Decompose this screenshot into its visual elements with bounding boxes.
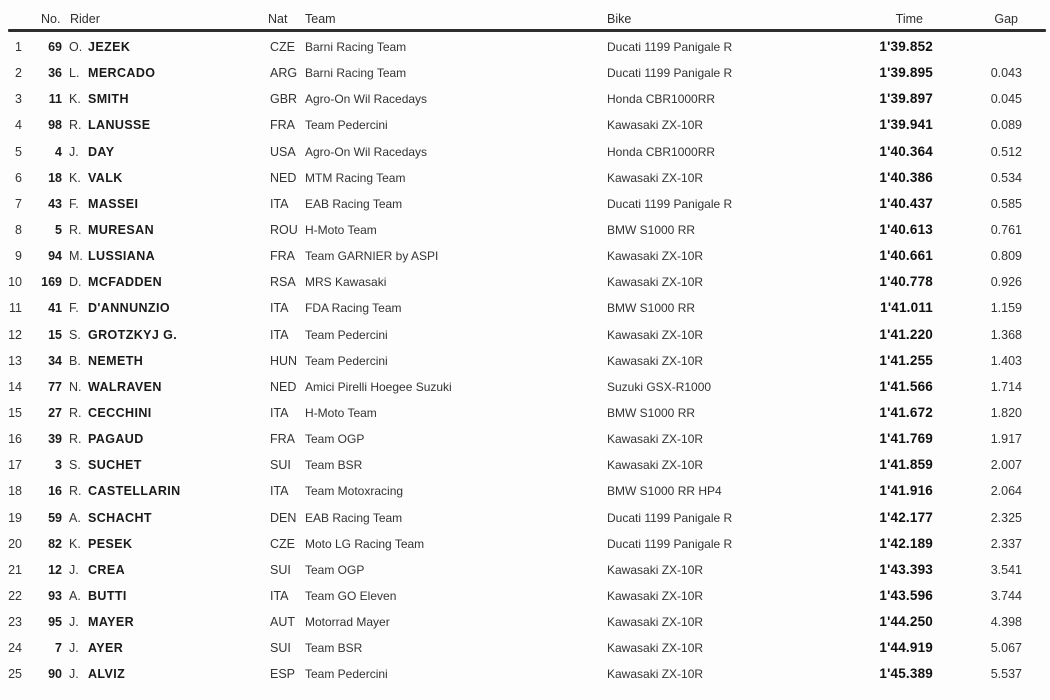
bike-number-cell: 3 xyxy=(55,458,62,473)
rider-initial: R. xyxy=(69,432,82,447)
rider-initial: N. xyxy=(69,379,82,394)
position-cell: 15 xyxy=(8,405,22,420)
rider-cell xyxy=(69,635,123,661)
position-cell: 18 xyxy=(8,484,22,499)
nationality-cell: CZE xyxy=(270,40,295,54)
position-cell: 21 xyxy=(8,562,22,577)
bike-number-cell: 82 xyxy=(48,536,62,551)
nationality-cell: NED xyxy=(270,170,297,185)
time-cell: 1'41.672 xyxy=(879,404,933,420)
rider-surname: NEMETH xyxy=(88,353,144,368)
rider-initial: F. xyxy=(69,301,79,316)
bike-number-cell: 16 xyxy=(48,484,62,499)
rider-initial: A. xyxy=(69,588,81,603)
rider-surname: SCHACHT xyxy=(88,510,152,525)
gap-cell: 1.159 xyxy=(990,301,1022,316)
bike-cell: Kawasaki ZX-10R xyxy=(607,667,704,682)
table-body xyxy=(0,34,1050,688)
bike-cell: Honda CBR1000RR xyxy=(607,92,716,107)
bike-cell: BMW S1000 RR xyxy=(607,405,696,420)
team-cell: Team Pedercini xyxy=(305,118,388,133)
table-row xyxy=(0,609,1050,635)
team-cell: FDA Racing Team xyxy=(305,301,402,316)
gap-cell: 0.809 xyxy=(990,249,1022,264)
position-cell: 24 xyxy=(8,641,22,656)
table-row xyxy=(0,374,1050,400)
bike-cell: Kawasaki ZX-10R xyxy=(607,275,704,290)
header-nat: Nat xyxy=(268,12,288,26)
time-cell: 1'42.177 xyxy=(879,509,933,525)
gap-cell: 0.585 xyxy=(990,196,1022,211)
rider-initial: M. xyxy=(69,249,83,264)
nationality-cell: AUT xyxy=(270,615,295,630)
team-cell: Team BSR xyxy=(305,458,363,473)
time-cell: 1'41.566 xyxy=(879,378,933,394)
time-cell: 1'39.897 xyxy=(879,91,933,107)
table-row xyxy=(0,165,1050,191)
gap-cell: 1.917 xyxy=(990,432,1022,447)
team-cell: Agro-On Wil Racedays xyxy=(305,144,428,159)
rider-initial: L. xyxy=(69,66,80,81)
table-row xyxy=(0,139,1050,165)
rider-initial: J. xyxy=(69,641,79,656)
table-row xyxy=(0,269,1050,295)
rider-cell xyxy=(69,348,143,374)
time-cell: 1'40.386 xyxy=(879,169,933,185)
time-cell: 1'44.250 xyxy=(879,614,933,630)
bike-number-cell: 15 xyxy=(48,327,62,342)
rider-surname: AYER xyxy=(88,641,124,656)
rider-initial: D. xyxy=(69,275,82,290)
time-cell: 1'41.769 xyxy=(879,431,933,447)
time-cell: 1'43.596 xyxy=(879,587,933,603)
bike-number-cell: 27 xyxy=(48,405,62,420)
rider-surname: LANUSSE xyxy=(88,118,151,133)
rider-cell xyxy=(69,112,151,138)
rider-cell xyxy=(69,269,162,295)
gap-cell: 2.064 xyxy=(990,484,1022,499)
position-cell: 22 xyxy=(8,588,22,603)
position-cell: 20 xyxy=(8,536,22,551)
nationality-cell: ITA xyxy=(270,301,289,316)
rider-cell xyxy=(69,478,181,504)
rider-initial: K. xyxy=(69,170,81,185)
nationality-cell: ROU xyxy=(270,222,298,237)
time-cell: 1'45.389 xyxy=(879,666,933,682)
rider-surname: SMITH xyxy=(88,92,129,107)
table-row xyxy=(0,400,1050,426)
bike-number-cell: 59 xyxy=(48,510,62,525)
rider-cell xyxy=(69,505,152,531)
rider-initial: A. xyxy=(69,510,81,525)
position-cell: 3 xyxy=(15,92,22,107)
header-bike: Bike xyxy=(607,12,632,26)
team-cell: H-Moto Team xyxy=(305,222,377,237)
time-cell: 1'39.941 xyxy=(879,117,933,133)
rider-surname: DAY xyxy=(88,144,115,159)
rider-cell xyxy=(69,400,152,426)
header-team: Team xyxy=(305,12,336,26)
gap-cell: 2.337 xyxy=(990,536,1022,551)
rider-surname: VALK xyxy=(88,170,123,185)
position-cell: 8 xyxy=(15,222,22,237)
bike-cell: Kawasaki ZX-10R xyxy=(607,432,704,447)
time-cell: 1'40.437 xyxy=(879,195,933,211)
bike-cell: BMW S1000 RR HP4 xyxy=(607,484,722,499)
rider-surname: PAGAUD xyxy=(88,432,144,447)
nationality-cell: GBR xyxy=(270,92,298,107)
rider-cell xyxy=(69,583,127,609)
position-cell: 13 xyxy=(8,353,22,368)
bike-cell: Honda CBR1000RR xyxy=(607,144,716,159)
nationality-cell: ITA xyxy=(270,405,289,420)
nationality-cell: SUI xyxy=(270,458,291,473)
bike-number-cell: 169 xyxy=(41,275,62,290)
team-cell: EAB Racing Team xyxy=(305,510,403,525)
nationality-cell: CZE xyxy=(270,536,295,551)
rider-surname: CECCHINI xyxy=(88,405,152,420)
rider-surname: MCFADDEN xyxy=(88,275,163,290)
team-cell: Agro-On Wil Racedays xyxy=(305,92,428,107)
table-row xyxy=(0,60,1050,86)
table-header xyxy=(0,8,1050,30)
rider-cell xyxy=(69,34,130,60)
time-cell: 1'40.364 xyxy=(879,143,933,159)
gap-cell: 0.761 xyxy=(990,222,1022,237)
position-cell: 6 xyxy=(15,170,22,185)
team-cell: EAB Racing Team xyxy=(305,196,403,211)
nationality-cell: SUI xyxy=(270,641,291,656)
table-row xyxy=(0,661,1050,687)
bike-cell: BMW S1000 RR xyxy=(607,301,696,316)
rider-cell xyxy=(69,139,114,165)
table-row xyxy=(0,478,1050,504)
bike-number-cell: 39 xyxy=(48,432,62,447)
bike-cell: Kawasaki ZX-10R xyxy=(607,118,704,133)
bike-cell: Suzuki GSX-R1000 xyxy=(607,379,712,394)
nationality-cell: NED xyxy=(270,379,297,394)
bike-cell: Ducati 1199 Panigale R xyxy=(607,510,733,525)
rider-surname: GROTZKYJ G. xyxy=(88,327,178,342)
bike-number-cell: 90 xyxy=(48,667,62,682)
table-row xyxy=(0,86,1050,112)
table-row xyxy=(0,322,1050,348)
team-cell: H-Moto Team xyxy=(305,405,377,420)
position-cell: 14 xyxy=(8,379,22,394)
table-row xyxy=(0,426,1050,452)
position-cell: 17 xyxy=(8,458,22,473)
position-cell: 10 xyxy=(8,275,22,290)
table-row xyxy=(0,635,1050,661)
team-cell: Team GARNIER by ASPI xyxy=(305,249,439,264)
bike-cell: Kawasaki ZX-10R xyxy=(607,615,704,630)
table-row xyxy=(0,243,1050,269)
gap-cell: 0.043 xyxy=(990,66,1022,81)
time-cell: 1'41.255 xyxy=(879,352,933,368)
nationality-cell: FRA xyxy=(270,249,295,264)
time-cell: 1'44.919 xyxy=(879,640,933,656)
table-row xyxy=(0,348,1050,374)
position-cell: 25 xyxy=(8,667,22,682)
team-cell: Team OGP xyxy=(305,562,365,577)
gap-cell: 3.541 xyxy=(990,562,1022,577)
rider-initial: J. xyxy=(69,667,79,682)
gap-cell: 5.067 xyxy=(990,641,1022,656)
team-cell: Amici Pirelli Hoegee Suzuki xyxy=(305,379,452,394)
bike-number-cell: 7 xyxy=(55,641,62,656)
rider-surname: SUCHET xyxy=(88,458,142,473)
gap-cell: 1.820 xyxy=(990,405,1022,420)
nationality-cell: ESP xyxy=(270,667,296,682)
rider-cell xyxy=(69,165,123,191)
team-cell: Team BSR xyxy=(305,641,363,656)
rider-cell xyxy=(69,191,138,217)
bike-cell: Ducati 1199 Panigale R xyxy=(607,536,733,551)
team-cell: Motorrad Mayer xyxy=(305,615,390,630)
rider-surname: ALVIZ xyxy=(88,667,126,682)
position-cell: 4 xyxy=(15,118,22,133)
bike-number-cell: 36 xyxy=(48,66,62,81)
gap-cell: 5.537 xyxy=(990,667,1022,682)
rider-surname: CASTELLARIN xyxy=(88,484,181,499)
time-cell: 1'43.393 xyxy=(879,561,933,577)
rider-initial: S. xyxy=(69,458,81,473)
bike-number-cell: 11 xyxy=(48,92,62,107)
rider-cell xyxy=(69,661,125,687)
gap-cell: 0.089 xyxy=(990,118,1022,133)
position-cell: 11 xyxy=(9,301,22,316)
header-no: No. xyxy=(41,12,61,26)
rider-cell xyxy=(69,452,142,478)
bike-number-cell: 98 xyxy=(48,118,62,133)
time-cell: 1'41.859 xyxy=(879,457,933,473)
header-gap: Gap xyxy=(994,12,1018,26)
rider-cell xyxy=(69,426,144,452)
table-row xyxy=(0,295,1050,321)
bike-cell: Ducati 1199 Panigale R xyxy=(607,66,733,81)
gap-cell: 1.714 xyxy=(990,379,1022,394)
bike-cell: Kawasaki ZX-10R xyxy=(607,588,704,603)
rider-surname: JEZEK xyxy=(88,40,131,54)
bike-number-cell: 41 xyxy=(48,301,62,316)
rider-initial: J. xyxy=(69,615,79,630)
bike-number-cell: 12 xyxy=(48,562,62,577)
gap-cell: 1.368 xyxy=(990,327,1022,342)
rider-surname: LUSSIANA xyxy=(88,249,156,264)
team-cell: Team Pedercini xyxy=(305,353,388,368)
rider-cell xyxy=(69,295,170,321)
team-cell: Team Motoxracing xyxy=(305,484,404,499)
rider-initial: R. xyxy=(69,484,82,499)
rider-cell xyxy=(69,322,177,348)
nationality-cell: ITA xyxy=(270,196,289,211)
rider-initial: R. xyxy=(69,222,82,237)
table-row xyxy=(0,217,1050,243)
team-cell: Team Pedercini xyxy=(305,667,388,682)
position-cell: 5 xyxy=(15,144,22,159)
nationality-cell: ITA xyxy=(270,484,289,499)
nationality-cell: DEN xyxy=(270,510,297,525)
bike-number-cell: 5 xyxy=(55,222,62,237)
bike-number-cell: 95 xyxy=(48,615,62,630)
time-cell: 1'41.220 xyxy=(879,326,933,342)
nationality-cell: ARG xyxy=(270,66,298,81)
team-cell: MRS Kawasaki xyxy=(305,275,387,290)
position-cell: 23 xyxy=(8,615,22,630)
table-row xyxy=(0,191,1050,217)
rider-initial: J. xyxy=(69,144,79,159)
bike-number-cell: 4 xyxy=(55,144,62,159)
rider-initial: R. xyxy=(69,405,82,420)
header-divider xyxy=(8,29,1046,32)
position-cell: 16 xyxy=(8,432,22,447)
table-row xyxy=(0,34,1050,60)
rider-surname: MERCADO xyxy=(88,66,156,81)
rider-initial: O. xyxy=(69,40,83,54)
time-cell: 1'40.613 xyxy=(879,221,933,237)
gap-cell: 0.534 xyxy=(990,170,1022,185)
rider-surname: MAYER xyxy=(88,615,134,630)
bike-cell: Kawasaki ZX-10R xyxy=(607,170,704,185)
table-row xyxy=(0,452,1050,478)
nationality-cell: FRA xyxy=(270,118,295,133)
rider-initial: S. xyxy=(69,327,81,342)
position-cell: 1 xyxy=(15,40,22,54)
bike-cell: Kawasaki ZX-10R xyxy=(607,458,704,473)
team-cell: Barni Racing Team xyxy=(305,40,407,54)
time-cell: 1'39.852 xyxy=(879,39,933,54)
rider-surname: CREA xyxy=(88,562,126,577)
nationality-cell: FRA xyxy=(270,432,295,447)
rider-cell xyxy=(69,609,134,635)
rider-surname: MURESAN xyxy=(88,222,154,237)
table-row xyxy=(0,531,1050,557)
gap-cell: 2.007 xyxy=(990,458,1022,473)
rider-cell xyxy=(69,86,129,112)
bike-cell: Ducati 1199 Panigale R xyxy=(607,196,733,211)
header-time: Time xyxy=(895,12,923,26)
bike-cell: Kawasaki ZX-10R xyxy=(607,562,704,577)
header-rider: Rider xyxy=(70,12,100,26)
bike-cell: Kawasaki ZX-10R xyxy=(607,353,704,368)
nationality-cell: RSA xyxy=(270,275,296,290)
time-cell: 1'41.011 xyxy=(880,300,933,316)
time-cell: 1'40.778 xyxy=(879,274,933,290)
gap-cell: 0.045 xyxy=(990,92,1022,107)
gap-cell xyxy=(930,34,1022,60)
time-cell: 1'42.189 xyxy=(879,535,933,551)
gap-cell: 2.325 xyxy=(990,510,1022,525)
table-row xyxy=(0,505,1050,531)
bike-cell: BMW S1000 RR xyxy=(607,222,696,237)
bike-cell: Kawasaki ZX-10R xyxy=(607,327,704,342)
rider-cell xyxy=(69,557,125,583)
table-row xyxy=(0,583,1050,609)
bike-cell: Ducati 1199 Panigale R xyxy=(607,40,733,54)
team-cell: Team GO Eleven xyxy=(305,588,397,603)
team-cell: MTM Racing Team xyxy=(305,170,406,185)
rider-initial: K. xyxy=(69,536,81,551)
nationality-cell: ITA xyxy=(270,327,289,342)
rider-cell xyxy=(69,243,155,269)
position-cell: 9 xyxy=(15,249,22,264)
rider-initial: J. xyxy=(69,562,79,577)
time-cell: 1'40.661 xyxy=(879,248,933,264)
gap-cell: 0.512 xyxy=(990,144,1022,159)
bike-cell: Kawasaki ZX-10R xyxy=(607,249,704,264)
nationality-cell: HUN xyxy=(270,353,298,368)
gap-cell: 4.398 xyxy=(990,615,1022,630)
gap-cell: 1.403 xyxy=(990,353,1022,368)
rider-initial: B. xyxy=(69,353,81,368)
rider-surname: BUTTI xyxy=(88,588,127,603)
rider-cell xyxy=(69,60,155,86)
position-cell: 2 xyxy=(15,66,22,81)
time-cell: 1'41.916 xyxy=(879,483,933,499)
team-cell: Barni Racing Team xyxy=(305,66,407,81)
table-row xyxy=(0,112,1050,138)
position-cell: 7 xyxy=(15,196,22,211)
gap-cell: 0.926 xyxy=(990,275,1022,290)
time-cell: 1'39.895 xyxy=(879,65,933,81)
bike-number-cell: 77 xyxy=(48,379,62,394)
gap-cell: 3.744 xyxy=(990,588,1022,603)
nationality-cell: SUI xyxy=(270,562,291,577)
position-cell: 19 xyxy=(8,510,22,525)
rider-surname: PESEK xyxy=(88,536,133,551)
team-cell: Team OGP xyxy=(305,432,365,447)
rider-initial: F. xyxy=(69,196,79,211)
team-cell: Moto LG Racing Team xyxy=(305,536,425,551)
bike-number-cell: 34 xyxy=(48,353,62,368)
position-cell: 12 xyxy=(8,327,22,342)
rider-cell xyxy=(69,217,154,243)
bike-number-cell: 93 xyxy=(48,588,62,603)
bike-cell: Kawasaki ZX-10R xyxy=(607,641,704,656)
team-cell: Team Pedercini xyxy=(305,327,388,342)
table-row xyxy=(0,557,1050,583)
rider-cell xyxy=(69,531,132,557)
bike-number-cell: 43 xyxy=(48,196,62,211)
rider-surname: D'ANNUNZIO xyxy=(88,301,170,316)
bike-number-cell: 69 xyxy=(48,40,62,54)
rider-cell xyxy=(69,374,162,400)
rider-initial: K. xyxy=(69,92,81,107)
bike-number-cell: 94 xyxy=(48,249,62,264)
rider-initial: R. xyxy=(69,118,82,133)
nationality-cell: USA xyxy=(270,144,296,159)
rider-surname: MASSEI xyxy=(88,196,139,211)
bike-number-cell: 18 xyxy=(48,170,62,185)
rider-surname: WALRAVEN xyxy=(88,379,162,394)
nationality-cell: ITA xyxy=(270,588,289,603)
